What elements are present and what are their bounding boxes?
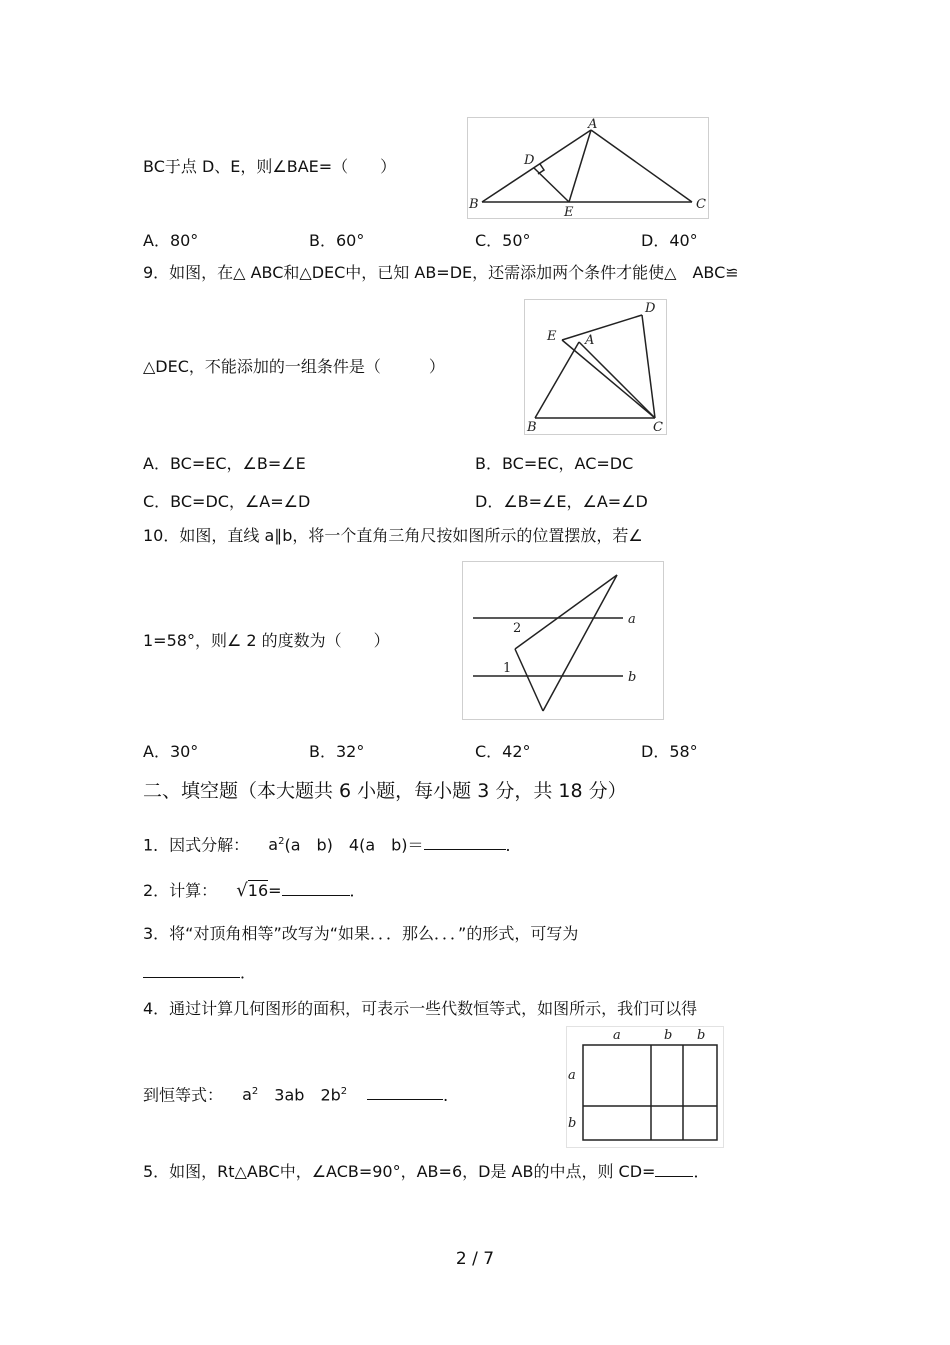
fill-q4-label-top-b2: b [697, 1028, 706, 1043]
fill-q4-mid: 3ab 2b [274, 1085, 341, 1105]
q9-line-ba [535, 342, 579, 418]
fill-q1-base: a [268, 835, 279, 855]
q8-option-c: C．50° [475, 231, 531, 250]
fill-q5 [143, 1162, 709, 1182]
q9-label-b: B [527, 420, 537, 434]
fill-q5-blank [655, 1162, 693, 1177]
q9-label-c: C [653, 420, 663, 434]
q9-label-e: E [547, 329, 557, 344]
fill-q4-label-top-a: a [613, 1028, 621, 1043]
q8-option-b: B．60° [309, 231, 365, 250]
q10-line1: 10．如图，直线 a∥b，将一个直角三角尺按如图所示的位置摆放，若∠ [143, 526, 643, 545]
sqrt-symbol-icon: √ [236, 880, 248, 901]
q8-stem-tail: BC于点 D、E，则∠BAE=（ ） [143, 157, 397, 176]
fill-q1-exponent: 2 [278, 836, 285, 847]
q8-label-b: B [469, 197, 479, 212]
fill-q2-blank [282, 881, 350, 896]
q8-right-angle [538, 164, 544, 174]
fill-q2-prefix: 2．计算： [143, 881, 218, 900]
q9-line-ec [562, 340, 655, 418]
fill-q5-text: 5．如图，Rt△ABC中，∠ACB=90°，AB=6，D是 AB的中点，则 CD= [143, 1162, 656, 1181]
q10-label-a: a [628, 612, 636, 627]
q9-option-a: A．BC=EC，∠B=∠E [143, 454, 306, 473]
q9-line1: 9．如图，在△ ABC和△DEC中，已知 AB=DE，还需添加两个条件才能使△ ABC≌ [143, 263, 739, 282]
q8-label-d: D [524, 153, 535, 168]
q8-line-ac [591, 130, 692, 202]
q9-option-c: C．BC=DC，∠A=∠D [143, 492, 311, 511]
q8-label-c: C [696, 197, 706, 212]
q8-figure [467, 117, 709, 219]
q10-option-b: B．32° [309, 742, 365, 761]
q10-hypotenuse [515, 575, 617, 649]
fill-q5-end: ． [693, 1162, 710, 1181]
q8-option-a: A．80° [143, 231, 199, 250]
fill-q3-line1: 3．将“对顶角相等”改写为“如果．．．那么．．．”的形式，可写为 [143, 924, 579, 943]
fill-q2-end: ． [349, 881, 366, 900]
fill-q1-prefix: 1．因式分解： [143, 835, 250, 855]
fill-q4-a: a [242, 1085, 252, 1105]
fill-q4-blank [367, 1085, 443, 1100]
q10-label-b: b [628, 670, 637, 685]
fill-q4-label-side-b: b [568, 1116, 577, 1131]
q10-option-d: D．58° [641, 742, 698, 761]
q9-label-a: A [585, 333, 595, 348]
q8-label-a: A [588, 118, 598, 132]
fill-q4-sq2: 2 [340, 1086, 348, 1097]
fill-q4-prefix: 到恒等式： [143, 1085, 224, 1105]
fill-q2 [143, 881, 366, 901]
q10-figure [462, 561, 664, 720]
fill-q1 [143, 832, 522, 855]
q9-line-ac [579, 342, 655, 418]
fill-q4-end: ． [443, 1085, 460, 1105]
fill-q2-equals: = [268, 881, 282, 900]
q8-line-ab [482, 130, 591, 202]
fill-q1-blank [424, 835, 506, 850]
q10-option-c: C．42° [475, 742, 531, 761]
q9-line-dc [642, 315, 655, 418]
q9-line-ed [562, 315, 642, 340]
fill-q4-label-side-a: a [568, 1068, 576, 1083]
q8-label-e: E [564, 205, 574, 218]
q9-option-d: D．∠B=∠E，∠A=∠D [475, 492, 648, 511]
q9-label-d: D [645, 301, 656, 316]
q9-line2: △DEC，不能添加的一组条件是（ ） [143, 357, 445, 376]
fill-q1-expression: (a b) 4(a b)＝ [284, 835, 424, 855]
fill-q4-outer-rect [583, 1045, 717, 1140]
q8-option-d: D．40° [641, 231, 698, 250]
q9-option-b: B．BC=EC，AC=DC [475, 454, 634, 473]
q10-label-2: 2 [513, 621, 522, 636]
fill-q4-sq1: 2 [251, 1086, 259, 1097]
fill-q3-blank [143, 963, 240, 978]
fill-q2-radicand: 16 [247, 881, 269, 900]
fill-q4-label-top-b1: b [664, 1028, 673, 1043]
fill-q3-line2 [143, 963, 256, 983]
fill-q1-end: ． [505, 835, 522, 855]
section2-heading: 二、填空题（本大题共 6 小题，每小题 3 分，共 18 分） [143, 780, 627, 802]
fill-q4-line1: 4．通过计算几何图形的面积，可表示一些代数恒等式，如图所示，我们可以得 [143, 999, 698, 1018]
page-number: 2 / 7 [455, 1249, 495, 1269]
q10-option-a: A．30° [143, 742, 199, 761]
fill-q4-line2 [143, 1082, 459, 1105]
q10-short-leg [515, 649, 543, 711]
q8-line-ae [569, 130, 591, 202]
fill-q3-end: ． [240, 963, 257, 982]
q10-line2: 1=58°，则∠ 2 的度数为（ ） [143, 631, 390, 650]
q10-label-1: 1 [503, 661, 512, 676]
q10-long-leg [543, 575, 617, 711]
q9-figure [524, 299, 667, 435]
fill-q4-figure [566, 1026, 724, 1148]
